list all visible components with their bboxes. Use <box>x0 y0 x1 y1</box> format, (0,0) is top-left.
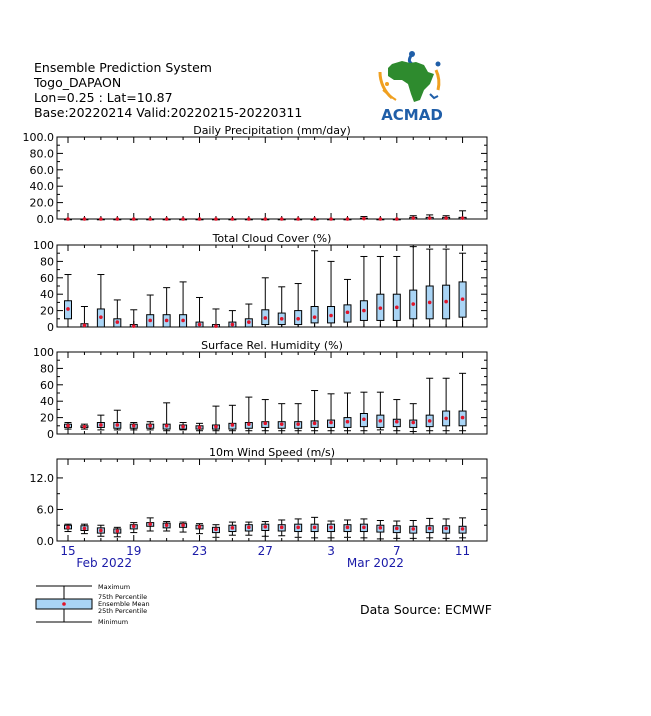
mean-point <box>362 309 366 313</box>
panel-4-ytick-label: 0.0 <box>36 535 54 548</box>
mean-point <box>99 423 103 427</box>
mean-point <box>280 217 284 221</box>
panel-4-ytick-label: 6.0 <box>36 503 54 517</box>
panel-2-ytick-label: 100 <box>33 239 54 252</box>
mean-point <box>231 423 235 427</box>
x-tick-label: 3 <box>327 544 335 558</box>
mean-point <box>148 319 152 323</box>
mean-point <box>428 216 432 220</box>
mean-point <box>346 217 350 221</box>
panel-2-frame <box>57 245 487 327</box>
mean-point <box>329 421 333 425</box>
mean-point <box>444 216 448 220</box>
mean-point <box>181 217 185 221</box>
x-month-label: Mar 2022 <box>346 556 404 570</box>
station-coordinates: Lon=0.25 : Lat=10.87 <box>34 90 173 105</box>
mean-point <box>165 424 169 428</box>
x-tick-label: 11 <box>454 544 471 558</box>
legend <box>34 582 184 626</box>
data-source: Data Source: ECMWF <box>360 602 492 617</box>
mean-point <box>66 424 70 428</box>
panel-1-ytick-label: 40.0 <box>29 180 54 194</box>
mean-point <box>428 301 432 305</box>
mean-point <box>99 315 103 319</box>
station-name: Togo_DAPAON <box>34 75 122 90</box>
mean-point <box>181 523 185 527</box>
mean-point <box>280 317 284 321</box>
x-tick-label: 7 <box>392 544 401 558</box>
mean-point <box>411 421 415 425</box>
mean-point <box>379 306 383 310</box>
mean-point <box>247 526 251 530</box>
logo-text: ACMAD <box>381 106 443 124</box>
mean-point <box>214 425 218 429</box>
mean-point <box>444 300 448 304</box>
mean-point <box>296 526 300 530</box>
mean-point <box>362 417 366 421</box>
mean-point <box>329 314 333 318</box>
mean-point <box>83 425 87 429</box>
mean-point <box>148 424 152 428</box>
mean-point <box>231 526 235 530</box>
panel-3-title: Surface Rel. Humidity (%) <box>201 339 343 352</box>
mean-point <box>395 217 399 221</box>
panel-4-frame <box>57 459 487 541</box>
mean-point <box>214 217 218 221</box>
mean-point <box>66 217 70 221</box>
legend-mean: Ensemble Mean <box>98 600 150 608</box>
panel-4-title: 10m Wind Speed (m/s) <box>208 446 336 459</box>
panel-3-ytick-label: 0 <box>47 428 54 441</box>
mean-point <box>296 422 300 426</box>
mean-point <box>247 422 251 426</box>
mean-point <box>346 310 350 314</box>
mean-point <box>263 316 267 320</box>
system-title: Ensemble Prediction System <box>34 60 212 75</box>
mean-point <box>280 422 284 426</box>
mean-point <box>296 217 300 221</box>
mean-point <box>428 527 432 531</box>
mean-point <box>428 419 432 423</box>
mean-point <box>263 422 267 426</box>
mean-point <box>395 527 399 531</box>
panel-3-ytick-label: 100 <box>33 346 54 359</box>
mean-point <box>181 425 185 429</box>
x-tick-label: 15 <box>60 544 76 558</box>
legend-75th: 75th Percentile <box>98 593 148 601</box>
forecast-dates: Base:20220214 Valid:20220215-20220311 <box>34 105 303 120</box>
panel-2-ytick-label: 80 <box>40 255 54 269</box>
mean-point <box>444 417 448 421</box>
mean-point <box>444 527 448 531</box>
mean-point <box>411 302 415 306</box>
mean-point <box>247 320 251 324</box>
mean-point <box>116 320 120 324</box>
mean-point <box>379 419 383 423</box>
mean-point <box>395 420 399 424</box>
mean-point <box>83 527 87 531</box>
mean-point <box>296 317 300 321</box>
mean-point <box>461 216 465 220</box>
mean-point <box>313 526 317 530</box>
x-month-label: Feb 2022 <box>76 556 132 570</box>
mean-point <box>165 319 169 323</box>
mean-point <box>231 217 235 221</box>
mean-point <box>346 526 350 530</box>
mean-point <box>132 524 136 528</box>
mean-point <box>198 323 202 327</box>
mean-point <box>313 315 317 319</box>
mean-point <box>411 527 415 531</box>
mean-point <box>116 529 120 533</box>
mean-point <box>329 526 333 530</box>
mean-point <box>116 423 120 427</box>
mean-point <box>379 217 383 221</box>
mean-point <box>461 297 465 301</box>
panel-3-ytick-label: 40 <box>40 395 54 409</box>
mean-point <box>263 217 267 221</box>
iqr-box <box>311 307 318 323</box>
legend-maximum: Maximum <box>98 583 131 591</box>
mean-point <box>214 324 218 328</box>
panel-3-frame <box>57 352 487 434</box>
panel-1-ytick-label: 80.0 <box>29 147 54 161</box>
mean-point <box>214 528 218 532</box>
panel-3-ytick-label: 80 <box>40 362 54 376</box>
mean-point <box>116 217 120 221</box>
panel-4-ytick-label: 12.0 <box>29 471 54 485</box>
x-tick-label: 27 <box>257 544 273 558</box>
mean-point <box>411 216 415 220</box>
mean-point <box>395 306 399 310</box>
mean-point <box>132 424 136 428</box>
panel-1-frame <box>57 137 487 219</box>
panel-1-ytick-label: 20.0 <box>29 196 54 210</box>
mean-point <box>329 217 333 221</box>
mean-point <box>198 217 202 221</box>
panel-1-title: Daily Precipitation (mm/day) <box>193 124 351 137</box>
mean-point <box>66 526 70 530</box>
mean-point <box>181 319 185 323</box>
panel-2-ytick-label: 0 <box>47 321 54 334</box>
panel-3-ytick-label: 60 <box>40 378 54 392</box>
panel-1-ytick-label: 100.0 <box>22 131 54 144</box>
mean-point <box>83 217 87 221</box>
mean-point <box>148 217 152 221</box>
mean-point <box>99 217 103 221</box>
panel-2-title: Total Cloud Cover (%) <box>212 232 332 245</box>
mean-point <box>461 416 465 420</box>
mean-point <box>83 324 87 328</box>
mean-point <box>165 523 169 527</box>
mean-point <box>99 529 103 533</box>
panel-2-ytick-label: 40 <box>40 288 54 302</box>
mean-point <box>362 217 366 221</box>
legend-minimum: Minimum <box>98 618 129 626</box>
mean-point <box>247 217 251 221</box>
mean-point <box>132 324 136 328</box>
panel-2-ytick-label: 60 <box>40 271 54 285</box>
mean-point <box>198 426 202 430</box>
mean-point <box>132 217 136 221</box>
mean-point <box>66 307 70 311</box>
mean-point <box>379 526 383 530</box>
x-tick-label: 23 <box>191 544 208 558</box>
mean-point <box>313 217 317 221</box>
x-tick-label: 19 <box>126 544 142 558</box>
mean-point <box>362 526 366 530</box>
mean-point <box>165 217 169 221</box>
panel-1-ytick-label: 0.0 <box>36 213 54 226</box>
mean-point <box>461 527 465 531</box>
legend-box-glyph <box>34 582 184 626</box>
mean-point <box>231 323 235 327</box>
mean-point <box>198 525 202 529</box>
mean-point <box>280 526 284 530</box>
panel-3-ytick-label: 20 <box>40 411 54 425</box>
mean-point <box>148 522 152 526</box>
panel-1-ytick-label: 60.0 <box>29 163 54 177</box>
mean-point <box>313 422 317 426</box>
panel-2-ytick-label: 20 <box>40 304 54 318</box>
mean-point <box>346 420 350 424</box>
legend-25th: 25th Percentile <box>98 607 148 615</box>
mean-point <box>263 525 267 529</box>
